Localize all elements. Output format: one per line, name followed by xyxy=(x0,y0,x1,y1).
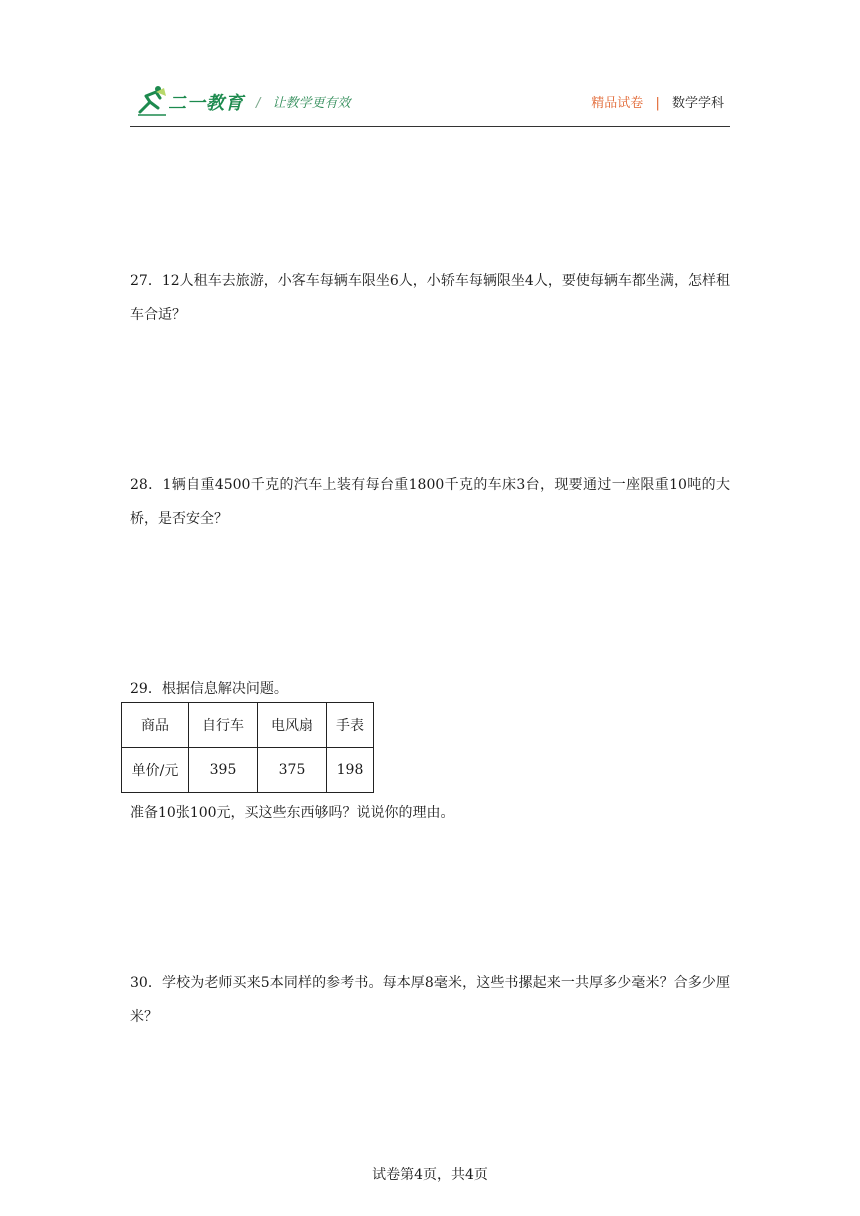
table-cell: 电风扇 xyxy=(258,703,327,748)
price-table xyxy=(121,702,374,793)
table-cell: 单价/元 xyxy=(122,748,189,793)
brand-label: 精品试卷 xyxy=(591,96,644,111)
table-cell: 商品 xyxy=(122,703,189,748)
table-header-row xyxy=(122,703,374,748)
runner-logo-icon xyxy=(136,84,170,118)
page-header xyxy=(130,82,730,127)
question-29-followup: 准备10张100元，买这些东西够吗？说说你的理由。 xyxy=(130,805,455,821)
logo-text: 二一教育 xyxy=(168,93,244,114)
question-29: 29．根据信息解决问题。 xyxy=(130,681,288,697)
table-row xyxy=(122,748,374,793)
subject-label: 数学学科 xyxy=(671,96,724,111)
slogan-text: 让教学更有效 xyxy=(272,96,351,111)
table-cell: 自行车 xyxy=(189,703,258,748)
slogan-separator: / xyxy=(256,96,261,111)
page-footer: 试卷第4页，共4页 xyxy=(372,1167,488,1183)
table-cell: 198 xyxy=(327,748,374,793)
header-separator: | xyxy=(655,96,660,111)
table-cell: 395 xyxy=(189,748,258,793)
header-tag xyxy=(591,92,724,111)
slogan xyxy=(256,92,351,111)
question-27: 27．12人租车去旅游，小客车每辆车限坐6人，小轿车每辆限坐4人，要使每辆车都坐满，怎样租车合适？ xyxy=(130,273,730,323)
table-cell: 手表 xyxy=(327,703,374,748)
question-30: 30．学校为老师买来5本同样的参考书。每本厚8毫米，这些书摞起来一共厚多少毫米？合多少厘米？ xyxy=(130,975,730,1025)
logo xyxy=(136,84,246,118)
question-28: 28．1辆自重4500千克的汽车上装有每台重1800千克的车床3台，现要通过一座限重10吨的大桥，是否安全？ xyxy=(130,477,730,527)
table-cell: 375 xyxy=(258,748,327,793)
